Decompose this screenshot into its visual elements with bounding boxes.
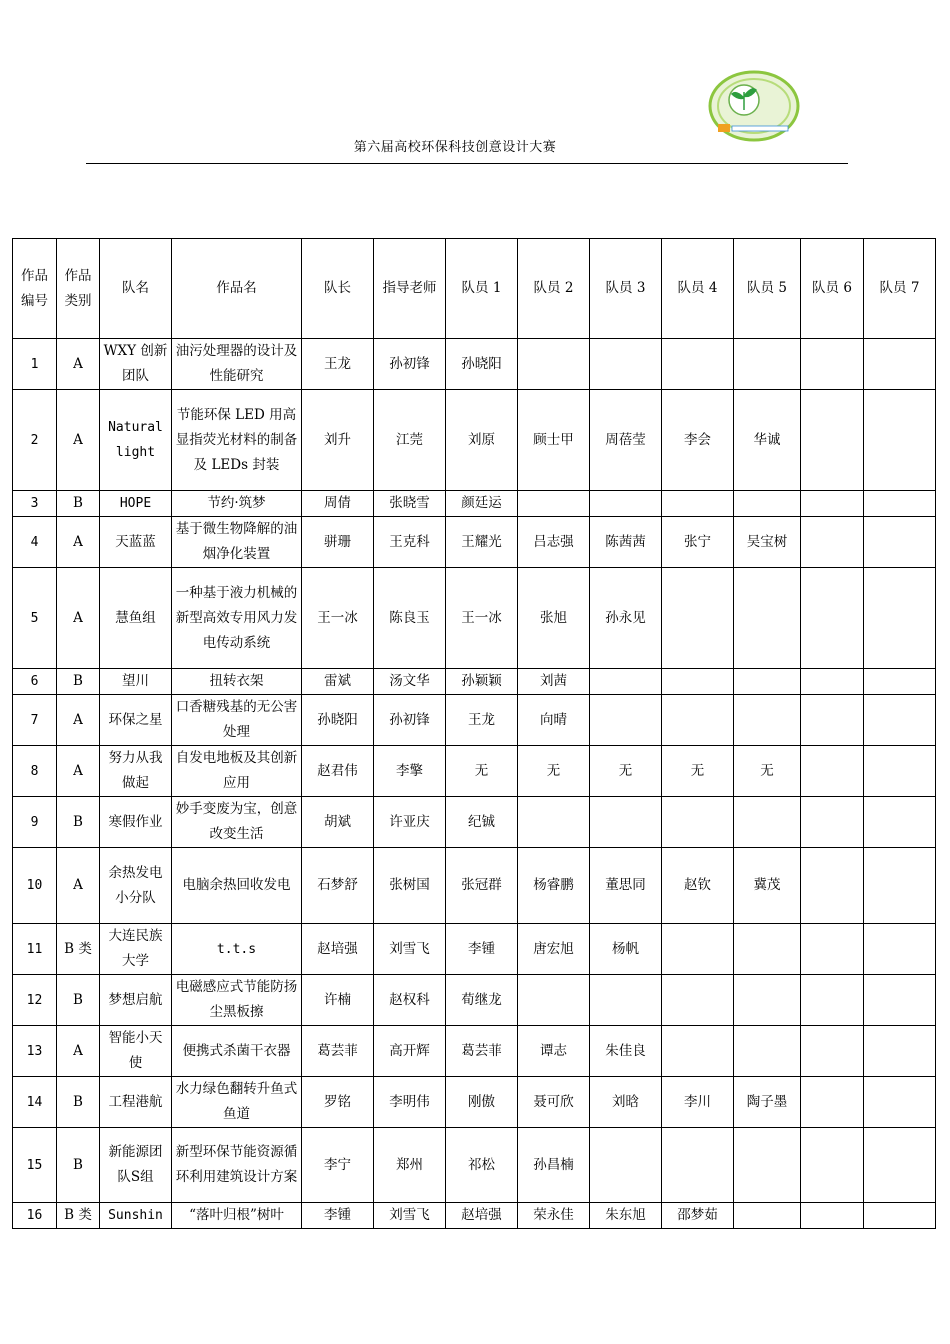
table-cell: B <box>57 1077 100 1128</box>
table-cell: 刚傲 <box>446 1077 518 1128</box>
table-cell: 扭转衣架 <box>172 669 302 695</box>
table-cell <box>662 695 734 746</box>
table-cell: 冀茂 <box>734 848 801 924</box>
table-cell: 梦想启航 <box>100 975 172 1026</box>
table-cell: 无 <box>734 746 801 797</box>
table-cell: 8 <box>13 746 57 797</box>
table-cell: 一种基于液力机械的新型高效专用风力发电传动系统 <box>172 568 302 669</box>
table-cell <box>864 491 936 517</box>
table-cell <box>801 390 864 491</box>
table-cell: 邵梦茹 <box>662 1203 734 1229</box>
table-cell: 许亚庆 <box>374 797 446 848</box>
header-cell: 队员 1 <box>446 239 518 339</box>
table-cell <box>864 695 936 746</box>
table-cell: 王克科 <box>374 517 446 568</box>
table-cell <box>864 1026 936 1077</box>
table-cell: 石梦舒 <box>302 848 374 924</box>
table-cell <box>590 491 662 517</box>
table-cell: 唐宏旭 <box>518 924 590 975</box>
table-cell: 赵钦 <box>662 848 734 924</box>
table-cell: 工程港航 <box>100 1077 172 1128</box>
table-cell: 9 <box>13 797 57 848</box>
table-cell: 刘原 <box>446 390 518 491</box>
table-cell: 李明伟 <box>374 1077 446 1128</box>
table-cell: 电磁感应式节能防扬尘黑板擦 <box>172 975 302 1026</box>
table-cell: Natural light <box>100 390 172 491</box>
table-cell: 新能源团队S组 <box>100 1128 172 1203</box>
table-cell <box>801 746 864 797</box>
table-row <box>13 390 936 491</box>
table-cell: 张树国 <box>374 848 446 924</box>
table-cell: 王一冰 <box>446 568 518 669</box>
table-row <box>13 848 936 924</box>
table-cell: B 类 <box>57 1203 100 1229</box>
table-cell: 无 <box>518 746 590 797</box>
table-cell: 孙晓阳 <box>446 339 518 390</box>
table-cell <box>801 568 864 669</box>
table-cell: 李川 <box>662 1077 734 1128</box>
header-cell: 队员 4 <box>662 239 734 339</box>
table-cell: B <box>57 1128 100 1203</box>
table-cell <box>518 797 590 848</box>
table-cell: 2 <box>13 390 57 491</box>
table-cell <box>734 669 801 695</box>
table-cell <box>801 1077 864 1128</box>
table-cell: A <box>57 339 100 390</box>
table-cell: t.t.s <box>172 924 302 975</box>
contest-logo <box>706 70 802 146</box>
table-cell: 葛芸菲 <box>446 1026 518 1077</box>
table-cell: 电脑余热回收发电 <box>172 848 302 924</box>
table-cell: 智能小天使 <box>100 1026 172 1077</box>
table-row <box>13 797 936 848</box>
table-cell: 华诚 <box>734 390 801 491</box>
table-row <box>13 1203 936 1229</box>
table-cell: 刘升 <box>302 390 374 491</box>
table-cell <box>864 339 936 390</box>
table-cell: 10 <box>13 848 57 924</box>
table-cell <box>734 339 801 390</box>
table-row <box>13 1026 936 1077</box>
table-row <box>13 339 936 390</box>
table-cell <box>801 695 864 746</box>
table-cell: 王一冰 <box>302 568 374 669</box>
table-cell: 13 <box>13 1026 57 1077</box>
entries-table <box>12 238 936 1229</box>
table-cell <box>801 848 864 924</box>
header-cell: 队员 7 <box>864 239 936 339</box>
table-cell <box>864 975 936 1026</box>
table-row <box>13 517 936 568</box>
table-cell <box>590 1128 662 1203</box>
table-cell: 孙初锋 <box>374 339 446 390</box>
table-cell: A <box>57 1026 100 1077</box>
table-cell: 望川 <box>100 669 172 695</box>
table-cell <box>864 1203 936 1229</box>
table-cell: B <box>57 797 100 848</box>
table-cell: 荀继龙 <box>446 975 518 1026</box>
table-cell: 张宁 <box>662 517 734 568</box>
table-cell: 王龙 <box>446 695 518 746</box>
table-cell <box>662 1128 734 1203</box>
table-cell: 孙晓阳 <box>302 695 374 746</box>
table-cell: 自发电地板及其创新应用 <box>172 746 302 797</box>
table-cell <box>590 797 662 848</box>
table-cell: 7 <box>13 695 57 746</box>
table-cell: 刘雪飞 <box>374 1203 446 1229</box>
table-cell: 聂可欣 <box>518 1077 590 1128</box>
table-row <box>13 746 936 797</box>
table-cell: 余热发电小分队 <box>100 848 172 924</box>
table-cell: 董思同 <box>590 848 662 924</box>
table-cell <box>864 568 936 669</box>
table-cell: 李会 <box>662 390 734 491</box>
table-cell: 葛芸菲 <box>302 1026 374 1077</box>
table-row <box>13 924 936 975</box>
table-cell: B <box>57 669 100 695</box>
table-cell <box>864 924 936 975</box>
table-row <box>13 695 936 746</box>
table-cell: 15 <box>13 1128 57 1203</box>
table-cell <box>662 975 734 1026</box>
table-cell <box>734 568 801 669</box>
table-header-row <box>13 239 936 339</box>
table-cell: 11 <box>13 924 57 975</box>
table-cell <box>662 491 734 517</box>
table-cell <box>864 1128 936 1203</box>
table-cell: 朱佳良 <box>590 1026 662 1077</box>
table-cell: 张旭 <box>518 568 590 669</box>
table-cell: 节约·筑梦 <box>172 491 302 517</box>
table-cell <box>864 669 936 695</box>
table-cell <box>734 975 801 1026</box>
table-body <box>13 339 936 1229</box>
table-cell <box>801 1203 864 1229</box>
table-row <box>13 975 936 1026</box>
table-row <box>13 568 936 669</box>
table-cell <box>801 797 864 848</box>
table-cell <box>734 1128 801 1203</box>
table-row <box>13 1077 936 1128</box>
table-cell <box>662 669 734 695</box>
table-cell <box>864 746 936 797</box>
table-cell: 周倩 <box>302 491 374 517</box>
table-cell: 胡斌 <box>302 797 374 848</box>
table-cell <box>801 1128 864 1203</box>
table-cell <box>801 924 864 975</box>
table-cell: B 类 <box>57 924 100 975</box>
table-cell: 杨帆 <box>590 924 662 975</box>
header-cell: 指导老师 <box>374 239 446 339</box>
table-cell <box>864 1077 936 1128</box>
table-cell <box>662 797 734 848</box>
table-cell: 赵培强 <box>302 924 374 975</box>
table-cell <box>801 975 864 1026</box>
table-cell: 骈珊 <box>302 517 374 568</box>
table-cell <box>590 669 662 695</box>
table-cell <box>662 924 734 975</box>
table-cell: 许楠 <box>302 975 374 1026</box>
table-cell: 天蓝蓝 <box>100 517 172 568</box>
table-cell: 16 <box>13 1203 57 1229</box>
table-cell <box>864 390 936 491</box>
header-cell: 作品名 <box>172 239 302 339</box>
table-cell: 赵培强 <box>446 1203 518 1229</box>
table-cell: 赵权科 <box>374 975 446 1026</box>
table-cell: A <box>57 848 100 924</box>
table-cell: 3 <box>13 491 57 517</box>
header-title: 第六届高校环保科技创意设计大赛 <box>353 140 557 155</box>
table-cell: 吴宝树 <box>734 517 801 568</box>
table-cell: 王龙 <box>302 339 374 390</box>
table-cell <box>801 339 864 390</box>
table-cell: 节能环保 LED 用高显指荧光材料的制备及 LEDs 封装 <box>172 390 302 491</box>
table-cell: 陶子墨 <box>734 1077 801 1128</box>
table-cell: 杨睿鹏 <box>518 848 590 924</box>
table-cell: 无 <box>662 746 734 797</box>
table-cell: 陈茜茜 <box>590 517 662 568</box>
table-cell: A <box>57 568 100 669</box>
table-cell: 吕志强 <box>518 517 590 568</box>
table-cell <box>734 695 801 746</box>
table-cell: 刘茜 <box>518 669 590 695</box>
table-cell <box>801 1026 864 1077</box>
table-cell: B <box>57 975 100 1026</box>
table-cell: 基于微生物降解的油烟净化装置 <box>172 517 302 568</box>
header-cell: 作品类别 <box>57 239 100 339</box>
table-cell: HOPE <box>100 491 172 517</box>
table-cell: 努力从我做起 <box>100 746 172 797</box>
table-cell: 妙手变废为宝，创意改变生活 <box>172 797 302 848</box>
table-cell: Sunshin <box>100 1203 172 1229</box>
table-cell: 朱东旭 <box>590 1203 662 1229</box>
header-cell: 队长 <box>302 239 374 339</box>
table-cell: 顾士甲 <box>518 390 590 491</box>
table-cell: A <box>57 695 100 746</box>
table-cell: A <box>57 746 100 797</box>
header-cell: 队员 5 <box>734 239 801 339</box>
table-cell <box>734 1026 801 1077</box>
table-cell: 水力绿色翻转升鱼式鱼道 <box>172 1077 302 1128</box>
table-cell: 刘雪飞 <box>374 924 446 975</box>
table-cell: 李擎 <box>374 746 446 797</box>
table-row <box>13 669 936 695</box>
table-cell: 无 <box>446 746 518 797</box>
table-cell: 张晓雪 <box>374 491 446 517</box>
table-cell <box>734 797 801 848</box>
table-cell <box>590 975 662 1026</box>
table-cell: 雷斌 <box>302 669 374 695</box>
table-cell <box>864 517 936 568</box>
table-cell: 孙昌楠 <box>518 1128 590 1203</box>
table-cell <box>734 924 801 975</box>
table-cell: 便携式杀菌干衣器 <box>172 1026 302 1077</box>
table-cell: 寒假作业 <box>100 797 172 848</box>
table-cell <box>518 975 590 1026</box>
table-cell: 无 <box>590 746 662 797</box>
header-cell: 队员 3 <box>590 239 662 339</box>
table-cell: 王耀光 <box>446 517 518 568</box>
table-cell: 江莞 <box>374 390 446 491</box>
table-cell: WXY 创新团队 <box>100 339 172 390</box>
table-cell: 赵君伟 <box>302 746 374 797</box>
table-cell: 张冠群 <box>446 848 518 924</box>
table-cell: 14 <box>13 1077 57 1128</box>
table-cell <box>518 491 590 517</box>
table-cell: 慧鱼组 <box>100 568 172 669</box>
table-cell <box>662 1026 734 1077</box>
table-cell <box>801 491 864 517</box>
header-cell: 队员 2 <box>518 239 590 339</box>
table-cell <box>864 797 936 848</box>
header-cell: 队员 6 <box>801 239 864 339</box>
table-cell: “落叶归根”树叶 <box>172 1203 302 1229</box>
table-cell <box>734 1203 801 1229</box>
table-cell <box>518 339 590 390</box>
table-cell: 纪铖 <box>446 797 518 848</box>
header-divider <box>86 163 848 164</box>
table-cell: 油污处理器的设计及性能研究 <box>172 339 302 390</box>
table-cell: 新型环保节能资源循环利用建筑设计方案 <box>172 1128 302 1203</box>
table-row <box>13 491 936 517</box>
table-cell: B <box>57 491 100 517</box>
table-cell: 环保之星 <box>100 695 172 746</box>
table-cell <box>662 568 734 669</box>
table-row <box>13 1128 936 1203</box>
table-cell: 刘晗 <box>590 1077 662 1128</box>
table-cell: A <box>57 390 100 491</box>
table-cell <box>590 339 662 390</box>
table-cell <box>662 339 734 390</box>
table-cell <box>590 695 662 746</box>
table-cell: 汤文华 <box>374 669 446 695</box>
table-cell: A <box>57 517 100 568</box>
table-cell: 陈良玉 <box>374 568 446 669</box>
header-cell: 作品编号 <box>13 239 57 339</box>
table-cell: 5 <box>13 568 57 669</box>
table-cell: 郑州 <box>374 1128 446 1203</box>
table-cell <box>734 491 801 517</box>
table-cell: 谭志 <box>518 1026 590 1077</box>
table-cell: 李宁 <box>302 1128 374 1203</box>
table-cell: 李锺 <box>302 1203 374 1229</box>
table-cell: 4 <box>13 517 57 568</box>
table-cell: 6 <box>13 669 57 695</box>
table-cell <box>801 517 864 568</box>
table-cell: 荣永佳 <box>518 1203 590 1229</box>
table-cell: 颜廷运 <box>446 491 518 517</box>
table-cell <box>801 669 864 695</box>
table-cell: 孙颖颖 <box>446 669 518 695</box>
table-cell: 周蓓莹 <box>590 390 662 491</box>
table-cell: 罗铭 <box>302 1077 374 1128</box>
table-cell <box>864 848 936 924</box>
table-cell: 口香糖残基的无公害处理 <box>172 695 302 746</box>
table-cell: 孙永见 <box>590 568 662 669</box>
header-cell: 队名 <box>100 239 172 339</box>
table-cell: 大连民族大学 <box>100 924 172 975</box>
table-cell: 高开辉 <box>374 1026 446 1077</box>
table-cell: 12 <box>13 975 57 1026</box>
table-cell: 向晴 <box>518 695 590 746</box>
table-cell: 祁松 <box>446 1128 518 1203</box>
table-cell: 孙初锋 <box>374 695 446 746</box>
table-cell: 1 <box>13 339 57 390</box>
table-cell: 李锺 <box>446 924 518 975</box>
